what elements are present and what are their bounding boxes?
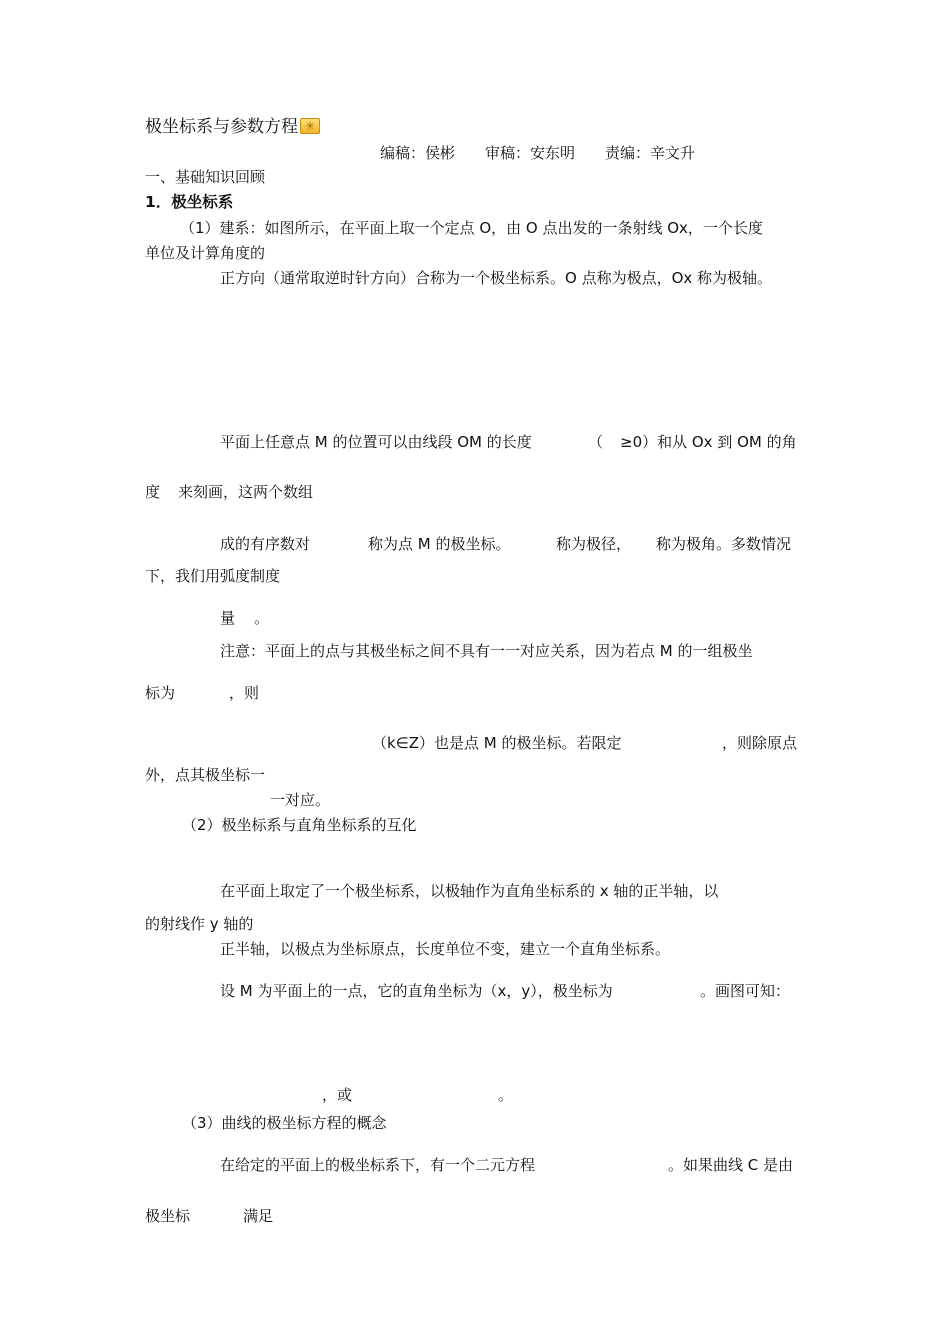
- paragraph-fragment: 成的有序数对: [220, 535, 311, 553]
- paragraph-fragment: 设 M 为平面上的一点，它的直角坐标为（x，y），极坐标为: [220, 982, 613, 1000]
- paragraph-fragment: 满足: [243, 1207, 274, 1225]
- paragraph-fragment: 。: [498, 1086, 514, 1104]
- credits-line: 编稿：侯彬 审稿：安东明 责编：辛文升: [380, 144, 696, 162]
- paragraph-line: 单位及计算角度的: [145, 244, 266, 262]
- paragraph-line: 的射线作 y 轴的: [145, 915, 254, 933]
- doc-title-text: 极坐标系与参数方程: [145, 117, 298, 137]
- paragraph-fragment: 。: [254, 609, 270, 627]
- section-heading: 一、基础知识回顾: [145, 168, 266, 186]
- paragraph-fragment: 来刻画，这两个数组: [178, 483, 314, 501]
- paragraph-fragment: 。画图可知：: [700, 982, 791, 1000]
- paragraph-fragment: ≥0）和从 Ox 到 OM 的角: [620, 433, 797, 451]
- subsection-heading-equation: （3）曲线的极坐标方程的概念: [182, 1114, 387, 1132]
- paragraph-line: 正方向（通常取逆时针方向）合称为一个极坐标系。O 点称为极点，Ox 称为极轴。: [220, 269, 773, 287]
- paragraph-fragment: 。如果曲线 C 是由: [668, 1156, 794, 1174]
- paragraph-fragment: 称为极角。多数情况: [656, 535, 792, 553]
- paragraph-fragment: 极坐标: [145, 1207, 191, 1225]
- paragraph-line: 正半轴，以极点为坐标原点，长度单位不变，建立一个直角坐标系。: [220, 940, 671, 958]
- paragraph-fragment: 称为点 M 的极坐标。: [368, 535, 511, 553]
- subsection-heading-polar: 1．极坐标系: [145, 193, 234, 211]
- paragraph-fragment: 量: [220, 609, 236, 627]
- paragraph-fragment: 称为极径，: [556, 535, 632, 553]
- paragraph-line: （1）建系：如图所示，在平面上取一个定点 O，由 O 点出发的一条射线 Ox，一个长度: [180, 219, 763, 237]
- doc-title: [145, 117, 320, 137]
- subsection-heading-conversion: （2）极坐标系与直角坐标系的互化: [182, 816, 417, 834]
- note-line: 一对应。: [270, 791, 331, 809]
- paragraph-fragment: ，或: [322, 1086, 353, 1104]
- paragraph-line: 下，我们用弧度制度: [145, 567, 281, 585]
- sun-icon: [300, 118, 320, 134]
- note-fragment: ，则除原点: [722, 734, 798, 752]
- note-line: 注意：平面上的点与其极坐标之间不具有一一对应关系，因为若点 M 的一组极坐: [220, 642, 753, 660]
- note-fragment: （k∈Z）也是点 M 的极坐标。若限定: [372, 734, 622, 752]
- paragraph-line: 在平面上取定了一个极坐标系，以极轴作为直角坐标系的 x 轴的正半轴，以: [220, 882, 719, 900]
- paragraph-line: 平面上任意点 M 的位置可以由线段 OM 的长度: [220, 433, 532, 451]
- paragraph-fragment: 在给定的平面上的极坐标系下，有一个二元方程: [220, 1156, 536, 1174]
- note-fragment: ，则: [229, 684, 260, 702]
- paragraph-fragment: （: [588, 433, 604, 451]
- note-line: 外，点其极坐标一: [145, 766, 266, 784]
- paragraph-fragment: 度: [145, 483, 161, 501]
- note-fragment: 标为: [145, 684, 176, 702]
